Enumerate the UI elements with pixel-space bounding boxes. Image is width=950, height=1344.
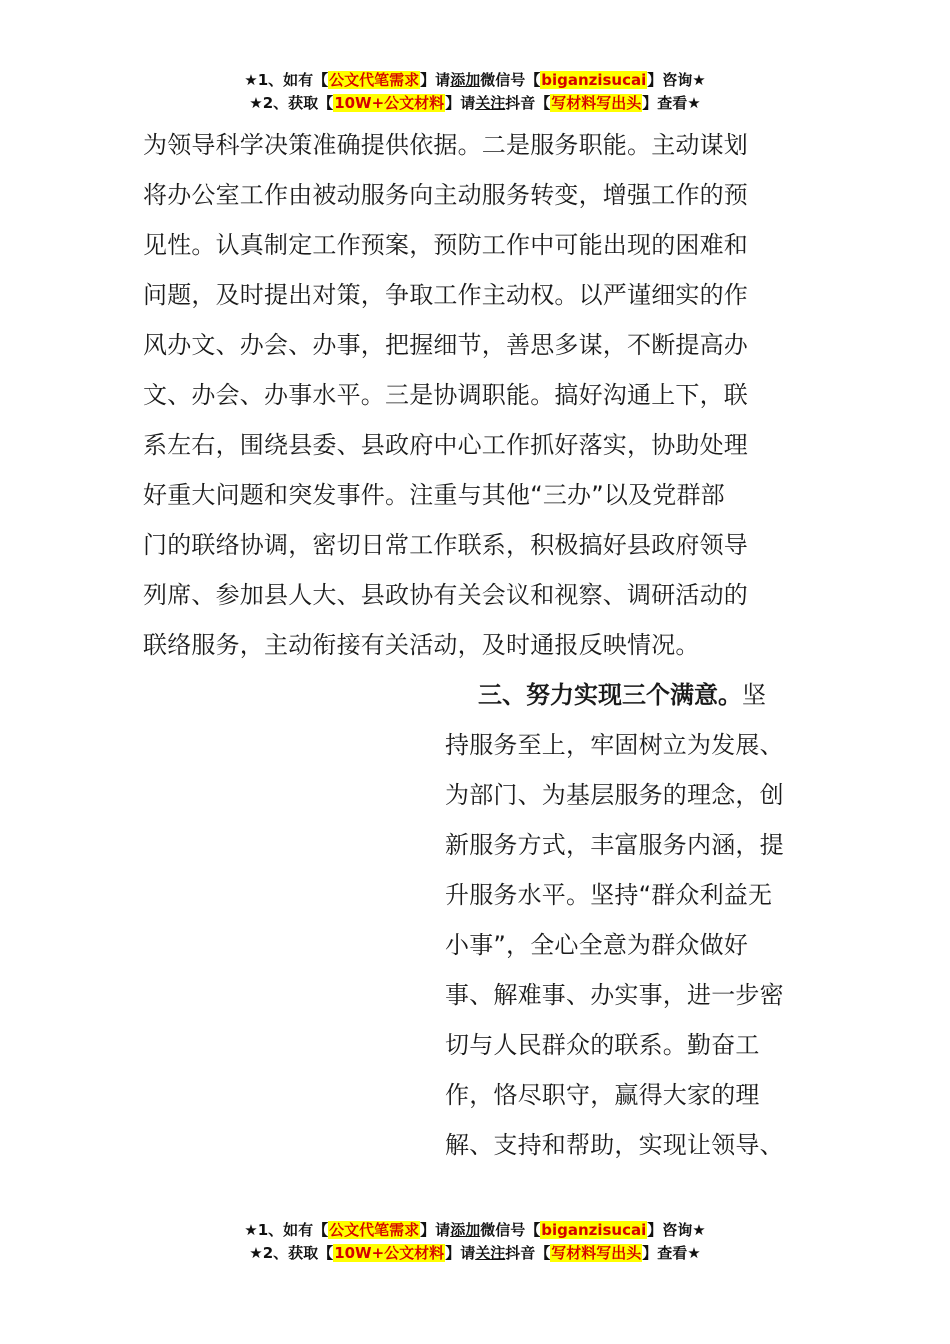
column-line: 升服务水平。坚持“群众利益无 <box>445 881 773 909</box>
column-line: 持服务至上，牢固树立为发展、 <box>445 731 784 759</box>
column-line: 事、解难事、办实事，进一步密 <box>445 981 784 1009</box>
promo-text: 】请 <box>420 1221 451 1239</box>
promo-text: 抖音【 <box>505 94 551 112</box>
body-line: 系左右，围绕县委、县政府中心工作抓好落实，协助处理 <box>143 431 748 459</box>
promo-highlight-wechat-id: biganzisucai <box>541 1221 647 1239</box>
column-line: 作，恪尽职守，赢得大家的理 <box>445 1081 760 1109</box>
promo-text: ★1、如有【 <box>244 71 329 89</box>
promo-highlight-service: 公文代笔需求 <box>329 71 420 89</box>
promo-underlined-word: 添加 <box>450 71 481 89</box>
promo-text: 】请 <box>420 71 451 89</box>
body-line: 列席、参加县人大、县政协有关会议和视察、调研活动的 <box>143 581 748 609</box>
column-line: 切与人民群众的联系。勤奋工 <box>445 1031 760 1059</box>
promo-highlight-douyin-id: 写材料写出头 <box>551 1244 642 1262</box>
section-heading-rest: 坚 <box>742 681 766 709</box>
body-paragraph <box>143 120 808 670</box>
body-line: 联络服务，主动衔接有关活动，及时通报反映情况。 <box>143 631 700 659</box>
promo-underlined-word: 关注 <box>475 94 506 112</box>
column-line: 新服务方式，丰富服务内涵，提 <box>445 831 784 859</box>
promo-highlight-materials: 10W+公文材料 <box>334 1244 445 1262</box>
column-line: 小事”，全心全意为群众做好 <box>445 931 749 959</box>
promo-text: 】查看★ <box>642 94 701 112</box>
promo-highlight-service: 公文代笔需求 <box>329 1221 420 1239</box>
promo-text: 】查看★ <box>642 1244 701 1262</box>
column-line: 解、支持和帮助，实现让领导、 <box>445 1131 784 1159</box>
body-line: 好重大问题和突发事件。注重与其他“三办”以及党群部 <box>143 481 725 509</box>
body-line: 门的联络协调，密切日常工作联系，积极搞好县政府领导 <box>143 531 748 559</box>
promo-highlight-materials: 10W+公文材料 <box>334 94 445 112</box>
header-promo-banner <box>0 69 950 115</box>
promo-text: 微信号【 <box>480 71 541 89</box>
body-line: 见性。认真制定工作预案，预防工作中可能出现的困难和 <box>143 231 748 259</box>
promo-text: ★1、如有【 <box>244 1221 329 1239</box>
section-heading <box>478 670 766 720</box>
promo-text: 】请 <box>445 1244 476 1262</box>
body-line: 风办文、办会、办事，把握细节，善思多谋，不断提高办 <box>143 331 748 359</box>
section-heading-bold: 三、努力实现三个满意。 <box>478 681 742 709</box>
body-line: 问题，及时提出对策，争取工作主动权。以严谨细实的作 <box>143 281 748 309</box>
body-line: 文、办会、办事水平。三是协调职能。搞好沟通上下，联 <box>143 381 748 409</box>
promo-text: 抖音【 <box>505 1244 551 1262</box>
promo-line-1 <box>0 1219 950 1242</box>
body-line: 为领导科学决策准确提供依据。二是服务职能。主动谋划 <box>143 131 748 159</box>
promo-highlight-wechat-id: biganzisucai <box>541 71 647 89</box>
promo-line-2 <box>0 92 950 115</box>
body-line: 将办公室工作由被动服务向主动服务转变，增强工作的预 <box>143 181 748 209</box>
footer-promo-banner <box>0 1219 950 1265</box>
promo-text: 】咨询★ <box>647 71 706 89</box>
promo-line-1 <box>0 69 950 92</box>
promo-text: 微信号【 <box>480 1221 541 1239</box>
promo-text: 】咨询★ <box>647 1221 706 1239</box>
column-line: 为部门、为基层服务的理念，创 <box>445 781 784 809</box>
narrow-column-paragraph <box>445 720 810 1170</box>
promo-underlined-word: 关注 <box>475 1244 506 1262</box>
promo-line-2 <box>0 1242 950 1265</box>
promo-text: ★2、获取【 <box>249 1244 334 1262</box>
promo-underlined-word: 添加 <box>450 1221 481 1239</box>
promo-text: 】请 <box>445 94 476 112</box>
promo-text: ★2、获取【 <box>249 94 334 112</box>
promo-highlight-douyin-id: 写材料写出头 <box>551 94 642 112</box>
